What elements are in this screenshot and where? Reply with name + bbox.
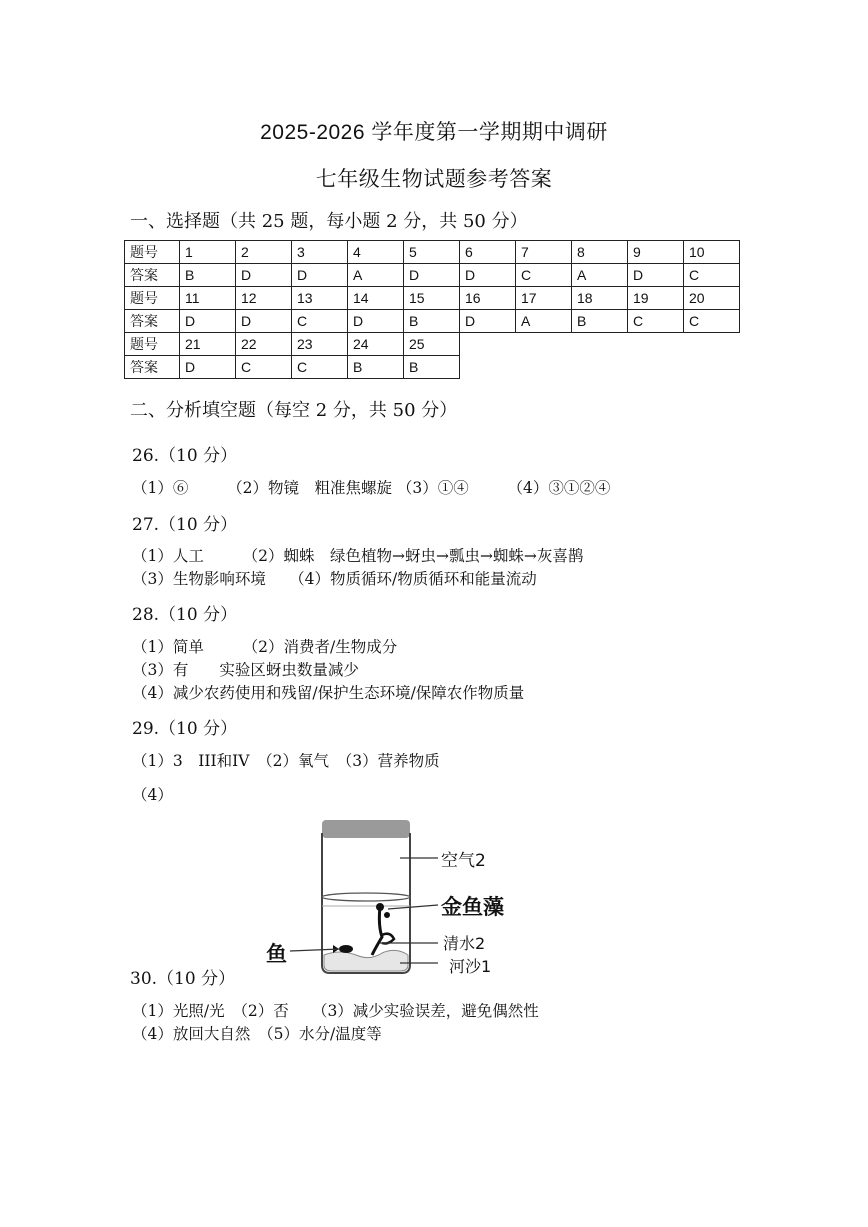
question-30-answer-line: （4）放回大自然 （5）水分/温度等 [132, 1025, 382, 1043]
table-cell: D [460, 310, 516, 333]
table-row [125, 241, 740, 264]
table-cell: 4 [348, 241, 404, 264]
document-title: 2025-2026 学年度第一学期期中调研 [260, 121, 608, 144]
row-label: 答案 [125, 264, 180, 287]
table-cell: 12 [236, 287, 292, 310]
question-30-heading: 30.（10 分） [130, 969, 236, 989]
row-label: 题号 [125, 333, 180, 356]
question-28-heading: 28.（10 分） [132, 605, 238, 625]
label-plant: 金鱼藻 [441, 894, 504, 919]
label-water: 清水2 [443, 934, 486, 953]
table-cell: C [684, 264, 740, 287]
document-subtitle: 七年级生物试题参考答案 [315, 168, 553, 191]
table-cell: 7 [516, 241, 572, 264]
question-28-answer-line: （1）简单 （2）消费者/生物成分 [132, 638, 398, 656]
table-cell: 20 [684, 287, 740, 310]
plant-stem [372, 907, 382, 955]
table-cell: 19 [628, 287, 684, 310]
table-cell: C [516, 264, 572, 287]
question-26-heading: 26.（10 分） [132, 446, 238, 466]
table-row [125, 264, 740, 287]
table-row [125, 287, 740, 310]
table-cell: 18 [572, 287, 628, 310]
table-cell: D [236, 264, 292, 287]
question-27-answer-line: （3）生物影响环境 （4）物质循环/物质循环和能量流动 [132, 570, 537, 588]
cork-stopper [322, 820, 410, 838]
question-27-heading: 27.（10 分） [132, 515, 238, 535]
label-air: 空气2 [441, 851, 486, 871]
question-27-answer-line: （1）人工 （2）蜘蛛 绿色植物→蚜虫→瓢虫→蜘蛛→灰喜鹊 [132, 547, 584, 565]
fish-shape [339, 945, 353, 953]
empty-cell [460, 356, 740, 379]
table-cell: 6 [460, 241, 516, 264]
question-28-answer-line: （4）减少农药使用和残留/保护生态环境/保障农作物质量 [132, 684, 525, 702]
table-cell: B [404, 356, 460, 379]
question-30-answer-line: （1）光照/光 （2）否 （3）减少实验误差，避免偶然性 [132, 1002, 539, 1020]
row-label: 题号 [125, 241, 180, 264]
table-cell: 16 [460, 287, 516, 310]
table-cell: 11 [180, 287, 236, 310]
table-cell: 14 [348, 287, 404, 310]
table-cell: D [180, 356, 236, 379]
question-29-answer-line: （4） [132, 786, 173, 804]
table-cell: 1 [180, 241, 236, 264]
table-cell: D [460, 264, 516, 287]
sand-layer [324, 950, 408, 971]
section2-heading: 二、分析填空题（每空 2 分，共 50 分） [130, 400, 458, 421]
table-cell: 25 [404, 333, 460, 356]
table-row [125, 310, 740, 333]
table-cell: D [628, 264, 684, 287]
table-cell: B [572, 310, 628, 333]
table-cell: B [180, 264, 236, 287]
question-26-answer: （1）⑥ （2）物镜 粗准焦螺旋 （3）①④ （4）③①②④ [132, 479, 611, 497]
label-sand: 河沙1 [449, 957, 492, 976]
table-cell: 2 [236, 241, 292, 264]
table-cell: C [292, 356, 348, 379]
row-label: 题号 [125, 287, 180, 310]
table-row [125, 333, 740, 356]
table-cell: D [404, 264, 460, 287]
table-cell: D [348, 310, 404, 333]
table-cell: A [572, 264, 628, 287]
empty-cell [460, 333, 740, 356]
section1-heading: 一、选择题（共 25 题，每小题 2 分，共 50 分） [130, 211, 528, 232]
question-29-heading: 29.（10 分） [132, 719, 238, 739]
table-cell: 8 [572, 241, 628, 264]
table-row [125, 356, 740, 379]
water-surface [322, 893, 410, 901]
table-cell: 13 [292, 287, 348, 310]
table-cell: B [348, 356, 404, 379]
table-cell: 3 [292, 241, 348, 264]
table-cell: 17 [516, 287, 572, 310]
table-cell: 9 [628, 241, 684, 264]
table-cell: 15 [404, 287, 460, 310]
table-cell: A [348, 264, 404, 287]
table-cell: D [292, 264, 348, 287]
row-label: 答案 [125, 356, 180, 379]
table-cell: D [236, 310, 292, 333]
table-cell: 5 [404, 241, 460, 264]
table-cell: C [628, 310, 684, 333]
table-cell: B [404, 310, 460, 333]
table-cell: C [684, 310, 740, 333]
question-29-answer-line: （1）3 III和IV （2）氧气 （3）营养物质 [132, 752, 440, 770]
answer-table [124, 240, 740, 379]
table-cell: 21 [180, 333, 236, 356]
table-cell: A [516, 310, 572, 333]
row-label: 答案 [125, 310, 180, 333]
table-cell: 23 [292, 333, 348, 356]
table-cell: 22 [236, 333, 292, 356]
table-cell: 24 [348, 333, 404, 356]
question-28-answer-line: （3）有 实验区蚜虫数量减少 [132, 661, 359, 679]
table-cell: 10 [684, 241, 740, 264]
label-fish: 鱼 [266, 941, 287, 966]
table-cell: C [292, 310, 348, 333]
table-cell: D [180, 310, 236, 333]
table-cell: C [236, 356, 292, 379]
